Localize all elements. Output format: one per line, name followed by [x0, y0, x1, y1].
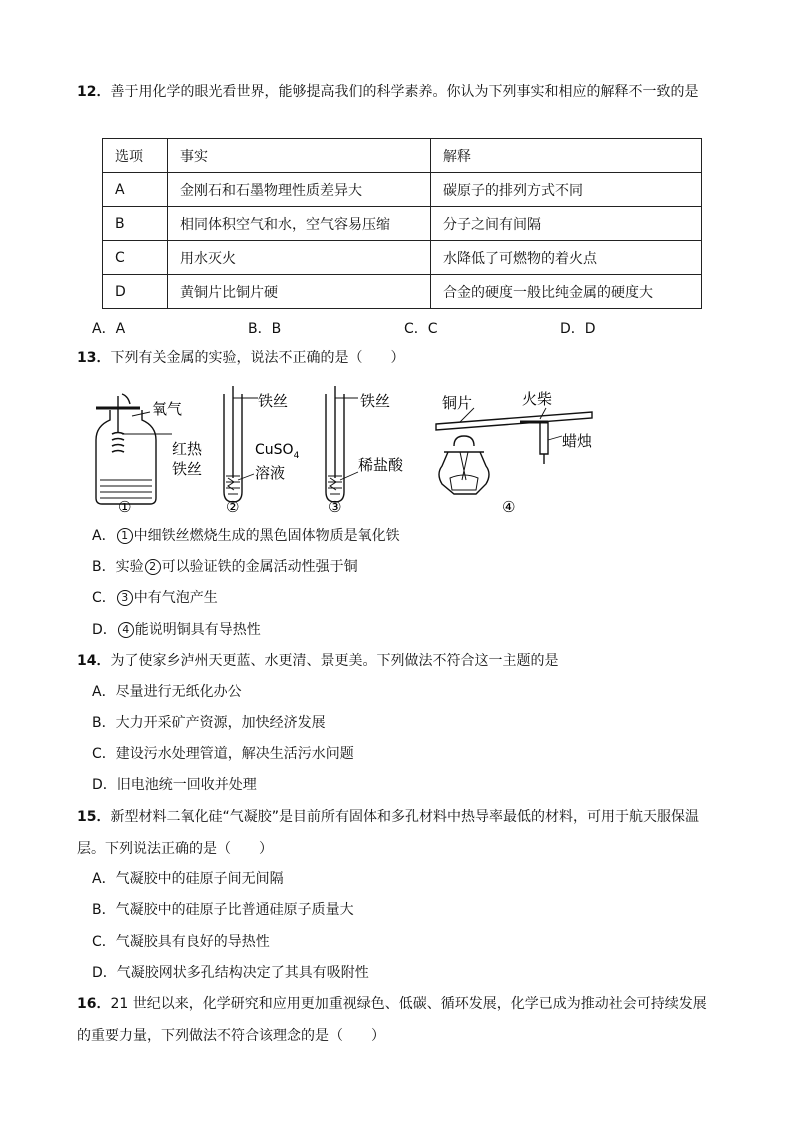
option-b[interactable]: B．大力开采矿产资源，加快经济发展: [92, 715, 326, 731]
circle-number: 3: [117, 590, 133, 606]
option-c[interactable]: C． 3 中有气泡产生: [92, 590, 218, 606]
option-a[interactable]: A．A: [92, 321, 126, 337]
question-number: 14: [77, 653, 97, 669]
question-text: 下列有关金属的实验，说法不正确的是（ ）: [110, 350, 405, 366]
question-number: 12: [77, 84, 97, 100]
option-c[interactable]: C．气凝胶具有良好的导热性: [92, 934, 270, 950]
table-header-cell: 事实: [168, 139, 431, 173]
question-number: 16: [77, 996, 97, 1012]
question-text: 善于用化学的眼光看世界，能够提高我们的科学素养。你认为下列事实和相应的解释不一致的是: [110, 84, 699, 100]
option-a[interactable]: A． 1 中细铁丝燃烧生成的黑色固体物质是氧化铁: [92, 528, 400, 544]
question-text: 新型材料二氧化硅“气凝胶”是目前所有固体和多孔材料中热导率最低的材料，可用于航天服保温层。下列说法正确的是（ ）: [77, 809, 699, 857]
experiment-figure: [92, 382, 597, 514]
option-b[interactable]: B．气凝胶中的硅原子比普通硅原子质量大: [92, 902, 354, 918]
label-solution: 溶液: [255, 464, 286, 482]
table-header-cell: 选项: [103, 139, 168, 173]
table-cell: 用水灭火: [168, 241, 431, 275]
label-copper-sheet: 铜片: [442, 394, 473, 412]
table-row: [103, 173, 702, 207]
figure-number-2: ②: [226, 498, 240, 514]
circle-number: 2: [145, 559, 161, 575]
experiment-2-test-tube: [224, 386, 258, 502]
question-text: 为了使家乡泸州天更蓝、水更清、景更美。下列做法不符合这一主题的是: [110, 653, 559, 669]
figure-number-1: ①: [118, 498, 132, 514]
table-row: [103, 207, 702, 241]
question-16: 16．21 世纪以来，化学研究和应用更加重视绿色、低碳、循环发展，化学已成为推动社会可持续发展的重要力量，下列做法不符合该理念的是（ ）: [77, 996, 707, 1044]
figure-number-3: ③: [328, 498, 342, 514]
table-cell: B: [103, 207, 168, 241]
question-13: 13．下列有关金属的实验，说法不正确的是（ ）: [77, 350, 405, 366]
option-c[interactable]: C．建设污水处理管道，解决生活污水问题: [92, 746, 354, 762]
question-15: 15．新型材料二氧化硅“气凝胶”是目前所有固体和多孔材料中热导率最低的材料，可用于航天服保温层。下列说法正确的是（ ）: [77, 809, 699, 857]
circle-number: 4: [118, 622, 134, 638]
question-text: 21 世纪以来，化学研究和应用更加重视绿色、低碳、循环发展，化学已成为推动社会可持续发展的重要力量，下列做法不符合该理念的是（ ）: [77, 996, 707, 1044]
label-match: 火柴: [522, 390, 553, 408]
table-cell: 分子之间有间隔: [431, 207, 702, 241]
option-d[interactable]: D．D: [560, 321, 596, 337]
option-a[interactable]: A．尽量进行无纸化办公: [92, 684, 242, 700]
label-iron-wire: 铁丝: [172, 460, 203, 478]
table-cell: 水降低了可燃物的着火点: [431, 241, 702, 275]
q12-table: [102, 138, 702, 309]
label-candle: 蜡烛: [562, 432, 593, 450]
option-d[interactable]: D．气凝胶网状多孔结构决定了其具有吸附性: [92, 965, 369, 981]
label-iron-wire: 铁丝: [258, 392, 289, 410]
question-number: 15: [77, 809, 97, 825]
question-number: 13: [77, 350, 97, 366]
label-red-hot: 红热: [172, 440, 203, 458]
circle-number: 1: [117, 528, 133, 544]
question-14: 14．为了使家乡泸州天更蓝、水更清、景更美。下列做法不符合这一主题的是: [77, 653, 559, 669]
table-row: [103, 241, 702, 275]
experiment-3-test-tube: [326, 386, 358, 502]
table-cell: 碳原子的排列方式不同: [431, 173, 702, 207]
table-row: [103, 275, 702, 309]
table-cell: 相同体积空气和水，空气容易压缩: [168, 207, 431, 241]
label-oxygen: 氧气: [152, 400, 183, 418]
table-header-cell: 解释: [431, 139, 702, 173]
label-cuso4: CuSO$_4$: [255, 442, 300, 461]
option-b[interactable]: B．B: [248, 321, 282, 337]
label-dilute-hcl: 稀盐酸: [358, 456, 404, 474]
label-iron-wire: 铁丝: [360, 392, 391, 410]
table-header-row: [103, 139, 702, 173]
option-d[interactable]: D．旧电池统一回收并处理: [92, 777, 257, 793]
option-a[interactable]: A．气凝胶中的硅原子间无间隔: [92, 871, 284, 887]
option-c[interactable]: C．C: [404, 321, 438, 337]
table-cell: C: [103, 241, 168, 275]
option-b[interactable]: B．实验 2 可以验证铁的金属活动性强于铜: [92, 559, 358, 575]
table-cell: 金刚石和石墨物理性质差异大: [168, 173, 431, 207]
figure-number-4: ④: [502, 498, 516, 514]
experiment-4-apparatus: [436, 408, 592, 494]
table-cell: 黄铜片比铜片硬: [168, 275, 431, 309]
question-12: 12．善于用化学的眼光看世界，能够提高我们的科学素养。你认为下列事实和相应的解释不一致的是: [77, 84, 699, 100]
option-d[interactable]: D． 4 能说明铜具有导热性: [92, 622, 261, 638]
table-cell: 合金的硬度一般比纯金属的硬度大: [431, 275, 702, 309]
table-cell: D: [103, 275, 168, 309]
table-cell: A: [103, 173, 168, 207]
